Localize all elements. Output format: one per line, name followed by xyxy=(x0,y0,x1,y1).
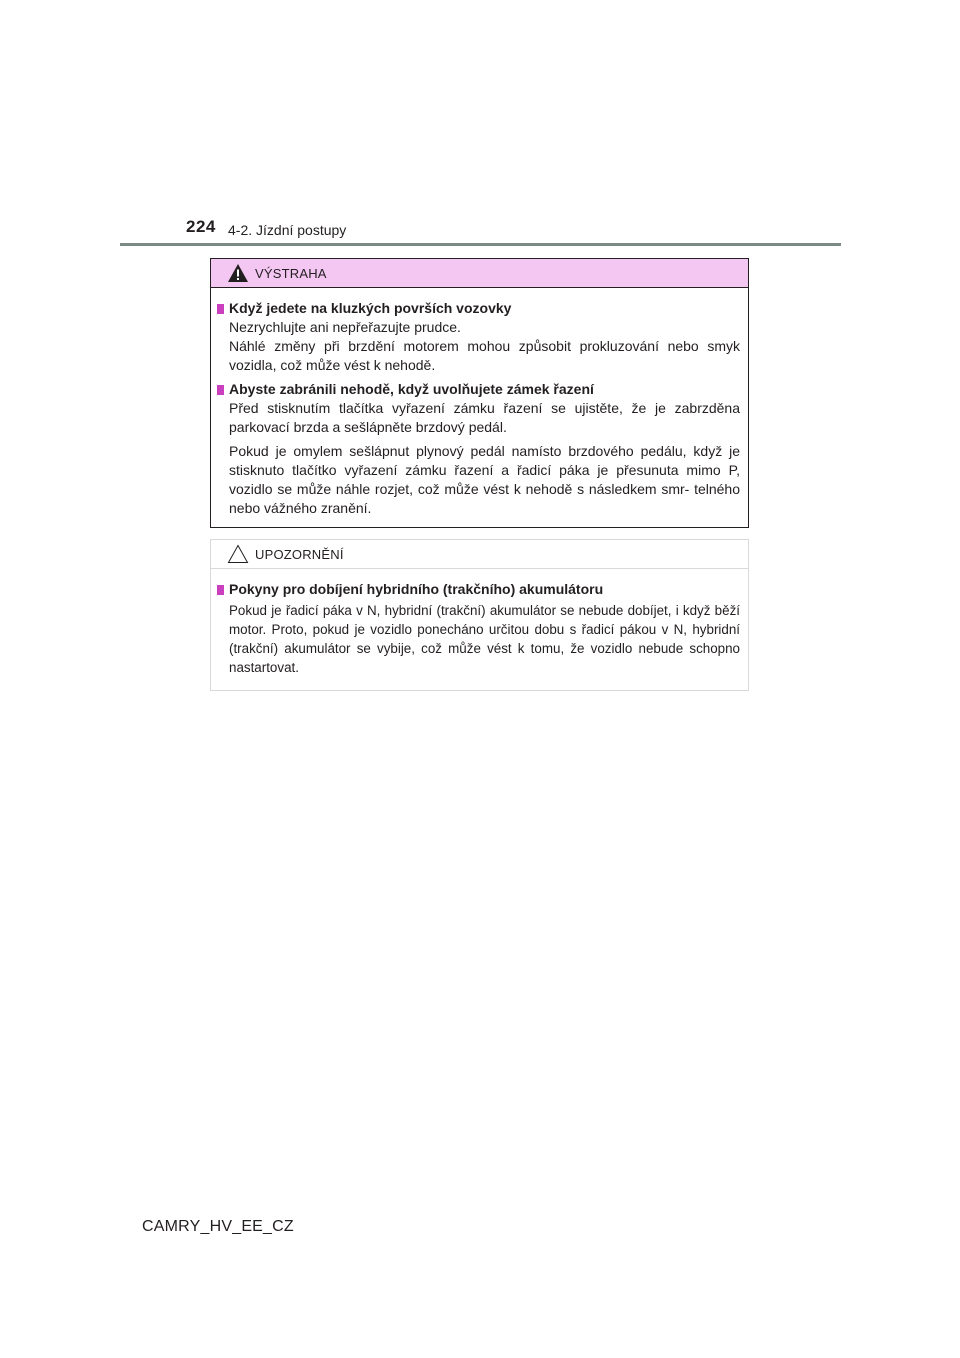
warning-header xyxy=(211,259,748,288)
page-number: 224 xyxy=(186,217,216,236)
caution-item-title-text: Pokyny pro dobíjení hybridního (trakčního) akumulátoru xyxy=(229,581,604,597)
caution-label: UPOZORNĚNÍ xyxy=(255,547,344,562)
warning-label: VÝSTRAHA xyxy=(255,266,327,281)
caution-paragraph: Pokud je řadicí páka v N, hybridní (trakční) akumulátor se nebude dobíjet, i když běží motor. Proto, pokud je vozidlo ponecháno určitou dobu s řadicí pákou v N, hybridní (trakční) akumulátor se vybije, což může vést k tomu, že vozidlo nebude schopno nastartovat. xyxy=(229,603,740,675)
warning-paragraph: Pokud je omylem sešlápnut plynový pedál namísto brzdového pedálu, když je stisknuto tlačítko vyřazení zámku řazení a řadicí páka je přesunuta mimo P, vozidlo se může náhle rozjet, což může vést k nehodě s následkem smr- telného nebo vážného zranění. xyxy=(229,443,740,516)
warning-paragraph: Nezrychlujte ani nepřeřazujte prudce. xyxy=(229,319,461,335)
caution-box xyxy=(210,539,749,691)
warning-triangle-outline-icon xyxy=(227,544,249,564)
warning-body xyxy=(211,288,748,518)
caution-item-title xyxy=(217,580,740,599)
warning-item-title xyxy=(217,299,740,318)
bullet-square-icon xyxy=(217,585,224,595)
footer-code: CAMRY_HV_EE_CZ xyxy=(142,1218,294,1235)
bullet-square-icon xyxy=(217,304,224,314)
caution-body xyxy=(211,569,748,677)
header-rule xyxy=(120,243,841,246)
section-title: 4-2. Jízdní postupy xyxy=(228,222,347,238)
warning-item-title xyxy=(217,380,740,399)
warning-box xyxy=(210,258,749,528)
warning-paragraph: Náhlé změny při brzdění motorem mohou způsobit prokluzování nebo smyk vozidla, což může vést k nehodě. xyxy=(229,338,740,373)
warning-item-title-text: Když jedete na kluzkých površích vozovky xyxy=(229,300,512,316)
bullet-square-icon xyxy=(217,385,224,395)
warning-triangle-filled-icon xyxy=(227,263,249,283)
warning-paragraph: Před stisknutím tlačítka vyřazení zámku řazení se ujistěte, že je zabrzděna parkovací brzda a sešlápněte brzdový pedál. xyxy=(229,400,740,435)
caution-header xyxy=(211,540,748,569)
warning-item-title-text: Abyste zabránili nehodě, když uvolňujete zámek řazení xyxy=(229,381,594,397)
